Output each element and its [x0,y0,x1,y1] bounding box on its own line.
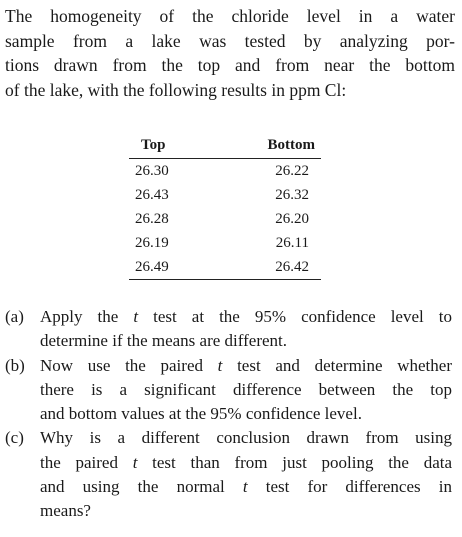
column-header-top: Top [129,132,211,159]
t-symbol: t [217,355,223,375]
t-symbol: t [133,307,139,326]
bottom-value: 26.22 [275,163,309,179]
question-label: (a) [5,307,24,326]
question-line: determine if the means are different. [40,331,288,351]
t-symbol: t [242,477,248,497]
table-row [129,183,321,207]
question-list [5,305,452,524]
question-line: Now use the paired t test and determine whether [40,355,452,375]
intro-line: tions drawn from the top and from near the bottom [5,55,455,75]
bottom-value: 26.42 [211,255,321,280]
table-header-row [129,132,321,159]
top-value: 26.30 [135,163,169,179]
question-c [5,426,452,523]
bottom-value: 26.20 [275,211,309,227]
question-line: the paired t test than from just pooling the data [40,452,453,472]
bottom-value: 26.11 [275,235,309,251]
table-row [129,159,321,184]
question-b [5,354,452,427]
table-row [129,231,321,255]
chloride-data-table [129,132,321,280]
bottom-value: 26.32 [275,187,309,203]
column-header-bottom: Bottom [211,132,321,159]
intro-line: of the lake, with the following results in ppm Cl: [5,79,347,100]
question-line: and using the normal t test for differences in [40,477,452,497]
question-line: Apply the t test at the 95% confidence level to [40,307,452,326]
question-line: there is a significant difference between the top [40,379,452,399]
top-value: 26.28 [135,211,169,227]
intro-line: The homogeneity of the chloride level in a water [5,6,455,26]
question-a [5,305,452,354]
question-label: (c) [5,428,24,448]
top-value: 26.49 [129,255,211,280]
table-row [129,207,321,231]
problem-intro [5,4,455,102]
question-label: (b) [5,355,25,375]
top-value: 26.19 [135,235,169,251]
question-line: and bottom values at the 95% confidence level. [40,404,362,424]
intro-line: sample from a lake was tested by analyzing por- [5,30,455,51]
top-value: 26.43 [135,187,169,203]
question-line: Why is a different conclusion drawn from using [40,428,452,448]
question-line: means? [40,501,91,521]
t-symbol: t [132,452,138,472]
table-row [129,255,321,280]
